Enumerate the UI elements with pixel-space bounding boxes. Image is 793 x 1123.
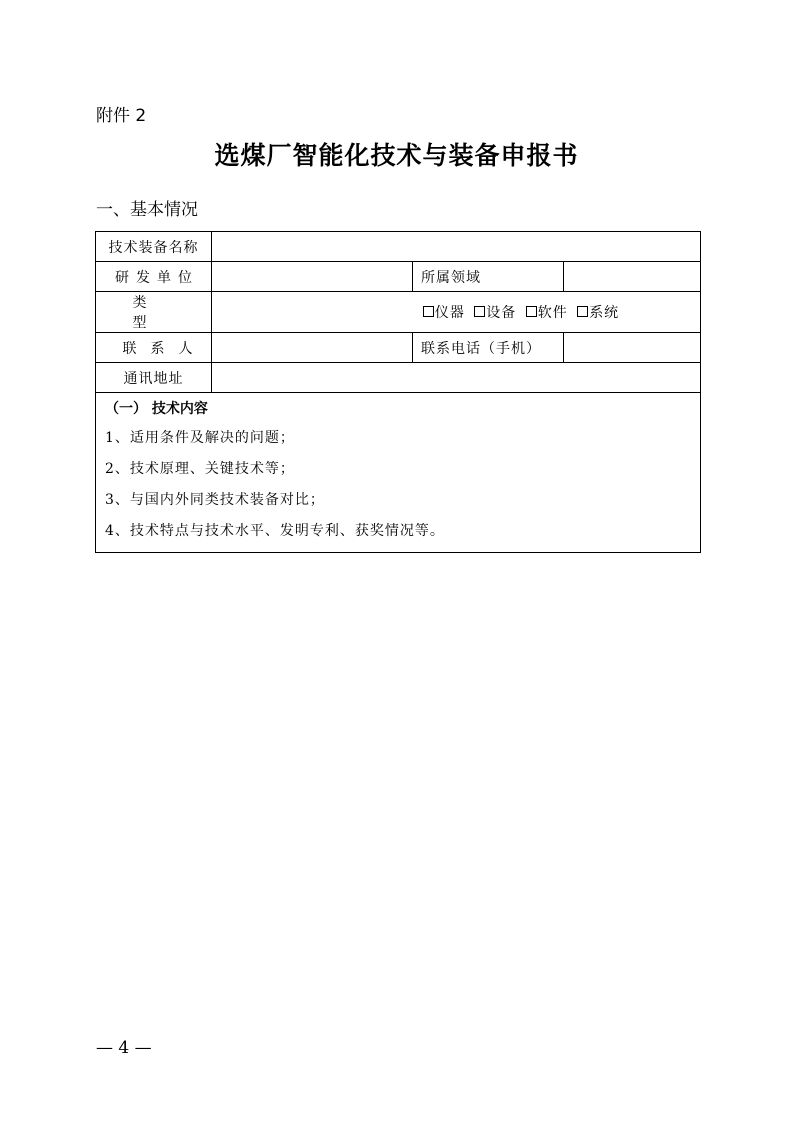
type-option-label: 软件: [537, 305, 568, 321]
page-number: — 4 —: [96, 1038, 152, 1058]
checkbox-icon[interactable]: [577, 306, 588, 317]
checkbox-icon[interactable]: [423, 306, 434, 317]
type-option-system[interactable]: [577, 305, 619, 321]
developer-label: 研发单位: [96, 262, 212, 292]
content-item: 3、与国内外同类技术装备对比；: [105, 492, 325, 508]
equipment-name-field[interactable]: [212, 232, 701, 262]
content-item: 4、技术特点与技术水平、发明专利、获奖情况等。: [105, 523, 445, 539]
equipment-name-label: 技术装备名称: [96, 232, 212, 262]
form-row-contact: [96, 333, 701, 363]
form-row-equipment-name: [96, 232, 701, 262]
attachment-label: 附件 2: [96, 106, 147, 126]
address-label: 通讯地址: [96, 363, 212, 393]
checkbox-icon[interactable]: [474, 306, 485, 317]
content-item: 1、适用条件及解决的问题；: [105, 430, 295, 446]
form-row-content: [96, 393, 701, 553]
form-row-developer: [96, 262, 701, 292]
technical-content-area[interactable]: [96, 393, 701, 553]
type-label: 类型: [96, 292, 212, 333]
contact-label: 联系人: [96, 333, 212, 363]
field-field[interactable]: [564, 262, 701, 292]
form-row-type: [96, 292, 701, 333]
developer-field[interactable]: [212, 262, 413, 292]
type-options: [212, 292, 701, 333]
section-heading: 一、基本情况: [96, 200, 198, 220]
checkbox-icon[interactable]: [526, 306, 537, 317]
field-label: 所属领域: [413, 262, 564, 292]
type-option-equipment[interactable]: [474, 305, 516, 321]
content-item: 2、技术原理、关键技术等；: [105, 461, 295, 477]
type-option-software[interactable]: [526, 305, 568, 321]
contact-field[interactable]: [212, 333, 413, 363]
phone-field[interactable]: [564, 333, 701, 363]
type-option-label: 系统: [589, 305, 620, 321]
address-field[interactable]: [212, 363, 701, 393]
type-option-label: 设备: [486, 305, 517, 321]
form-row-address: [96, 363, 701, 393]
phone-label: 联系电话（手机）: [413, 333, 564, 363]
type-option-label: 仪器: [434, 305, 465, 321]
document-title: 选煤厂智能化技术与装备申报书: [214, 141, 579, 170]
content-heading: （一） 技术内容: [105, 401, 208, 417]
application-form-table: [95, 231, 701, 553]
type-option-instrument[interactable]: [423, 305, 465, 321]
